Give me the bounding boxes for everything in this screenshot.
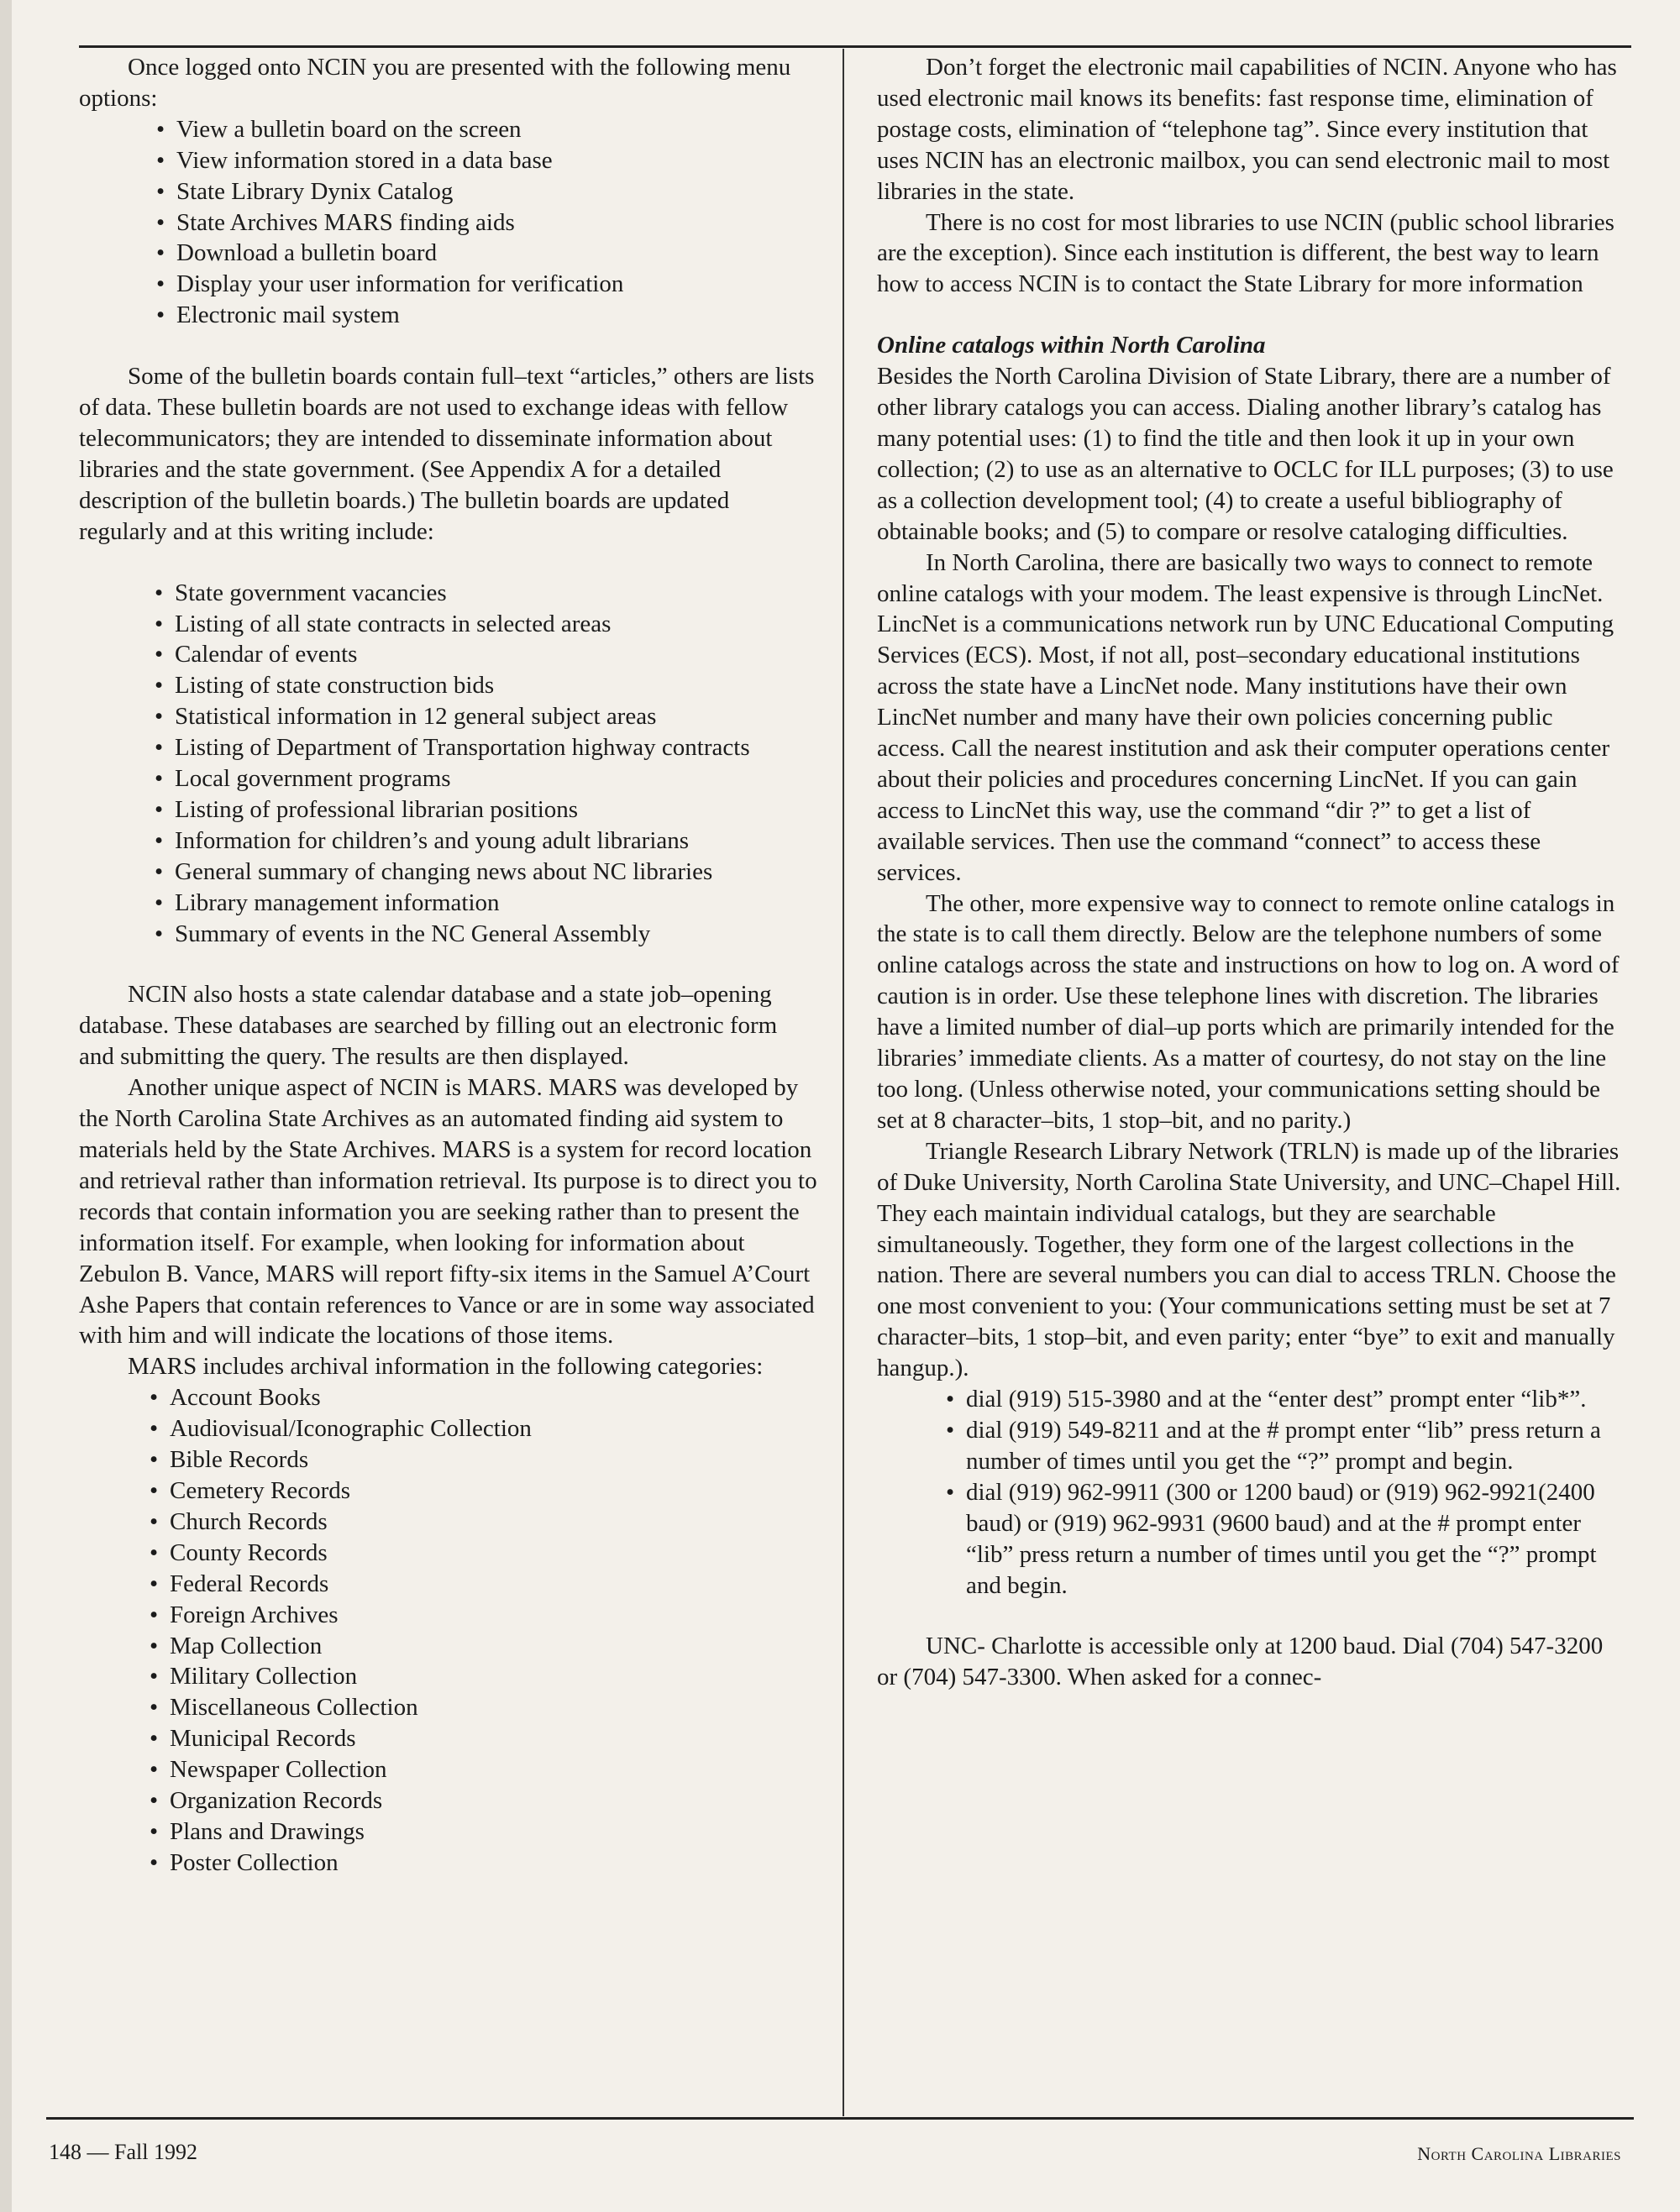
list-item: • Listing of state construction bids — [155, 670, 818, 701]
list-item: • Foreign Archives — [150, 1600, 818, 1631]
list-item: • Electronic mail system — [156, 300, 818, 331]
list-item: • View information stored in a data base — [156, 145, 818, 176]
list-item: • Local government programs — [155, 763, 818, 794]
list-item: • dial (919) 515-3980 and at the “enter dest” prompt enter “lib*”. — [946, 1384, 1625, 1415]
list-item: • Miscellaneous Collection — [150, 1692, 818, 1723]
list-item: • Display your user information for verification — [156, 269, 818, 300]
list-item: • Calendar of events — [155, 639, 818, 670]
mars-categories-list — [150, 1382, 818, 1879]
list-item: • Poster Collection — [150, 1848, 818, 1879]
calendar-paragraph: NCIN also hosts a state calendar database and a state job–opening database. These databases are searched by filling out an electronic form and submitting the query. The results are then displayed. — [79, 981, 778, 1071]
list-item: • Information for children’s and young adult librarians — [155, 826, 818, 857]
dial-instructions-list — [946, 1384, 1625, 1601]
list-item: • Download a bulletin board — [156, 238, 818, 269]
trln-paragraph: Triangle Research Library Network (TRLN) is made up of the libraries of Duke University, North Carolina State University, and UNC–Chapel Hill. They each maintain individual catalogs, but they are searchable simultaneously. Together, they form one of the largest collections in the nation. There are several numbers you can dial to access TRLN. Choose the one most convenient to you: (Your communications setting must be set at 7 character–bits, 1 stop–bit, and even parity; enter “bye” to exit and manually hangup.). — [877, 1137, 1621, 1382]
section-heading: Online catalogs within North Carolina — [877, 332, 1266, 359]
list-item: • Audiovisual/Iconographic Collection — [150, 1413, 818, 1444]
list-item: • dial (919) 549-8211 and at the # prompt enter “lib” press return a number of times until you get the “?” prompt and begin. — [946, 1415, 1625, 1477]
list-item: • State Archives MARS finding aids — [156, 207, 818, 238]
mars-categories-intro: MARS includes archival information in the following categories: — [128, 1353, 764, 1381]
list-item: • Organization Records — [150, 1785, 818, 1816]
email-paragraph: Don’t forget the electronic mail capabilities of NCIN. Anyone who has used electronic mail knows its benefits: fast response time, elimination of postage costs, elimination of “telephone tag”. Since every institution that uses NCIN has an electronic mailbox, you can send electronic mail to most libraries in the state. — [877, 54, 1617, 205]
list-item: • Listing of Department of Transportation highway contracts — [155, 732, 818, 763]
page-edge — [0, 0, 12, 2212]
menu-options-list — [156, 114, 818, 331]
journal-name-footer: North Carolina Libraries — [1417, 2143, 1621, 2164]
list-item: • Summary of events in the NC General Assembly — [155, 919, 818, 950]
list-item: • Map Collection — [150, 1631, 818, 1662]
list-item: • Listing of all state contracts in selected areas — [155, 609, 818, 640]
list-item: • Listing of professional librarian positions — [155, 794, 818, 826]
cost-paragraph: There is no cost for most libraries to use NCIN (public school libraries are the exception). Since each institution is different, the best way to learn how to access NCIN is to contact the State Library for more information — [877, 208, 1614, 298]
list-item: • Bible Records — [150, 1444, 818, 1476]
left-column — [79, 52, 818, 1879]
list-item: • State Library Dynix Catalog — [156, 176, 818, 207]
column-divider — [843, 49, 844, 2116]
list-item: • Newspaper Collection — [150, 1754, 818, 1785]
right-column — [877, 52, 1625, 1693]
list-item: • State government vacancies — [155, 578, 818, 609]
list-item: • Church Records — [150, 1507, 818, 1538]
bottom-rule — [46, 2117, 1634, 2120]
list-item: • Federal Records — [150, 1569, 818, 1600]
list-item: • Cemetery Records — [150, 1476, 818, 1507]
list-item: • General summary of changing news about NC libraries — [155, 857, 818, 888]
list-item: • Library management information — [155, 888, 818, 919]
list-item: • View a bulletin board on the screen — [156, 114, 818, 145]
intro-paragraph: Once logged onto NCIN you are presented with the following menu options: — [79, 54, 791, 112]
list-item: • Military Collection — [150, 1661, 818, 1692]
list-item: • dial (919) 962-9911 (300 or 1200 baud) or (919) 962-9921(2400 baud) or (919) 962-9931 (9600 baud) and at the # prompt enter “lib” press return a number of times until you get the “?” prompt and begin. — [946, 1477, 1625, 1601]
catalogs-paragraph: Besides the North Carolina Division of State Library, there are a number of other library catalogs you can access. Dialing another library’s catalog has many potential uses: (1) to find the title and then look it up in your own collection; (2) to use as an alternative to OCLC for ILL purposes; (3) to use as a collection development tool; (4) to create a useful bibliography of obtainable books; and (5) to compare or resolve cataloging difficulties. — [877, 363, 1614, 545]
list-item: • Statistical information in 12 general subject areas — [155, 701, 818, 732]
bulletin-paragraph: Some of the bulletin boards contain full–text “articles,” others are lists of data. These bulletin boards are not used to exchange ideas with fellow telecommunicators; they are intended to disseminate information about libraries and the state government. (See Appendix A for a detailed description of the bulletin boards.) The bulletin boards are updated regularly and at this writing include: — [79, 363, 815, 545]
bulletin-boards-list — [155, 578, 818, 950]
list-item: • County Records — [150, 1538, 818, 1569]
top-rule — [79, 45, 1631, 48]
page-number-footer: 148 — Fall 1992 — [49, 2140, 197, 2164]
charlotte-paragraph: UNC- Charlotte is accessible only at 1200 baud. Dial (704) 547-3200 or (704) 547-3300. When asked for a connec- — [877, 1633, 1604, 1691]
lincnet-paragraph: In North Carolina, there are basically two ways to connect to remote online catalogs with your modem. The least expensive is through LincNet. LincNet is a communications network run by UNC Educational Computing Services (ECS). Most, if not all, post–secondary educational institutions across the state have a LincNet node. Many institutions have their own LincNet number and many have their own policies concerning public access. Call the nearest institution and ask their computer operations center about their policies and procedures concerning LincNet. If you can gain access to LincNet this way, use the command “dir ?” to get a list of available services. Then use the command “connect” to access these services. — [877, 548, 1614, 886]
list-item: • Municipal Records — [150, 1723, 818, 1754]
mars-paragraph: Another unique aspect of NCIN is MARS. MARS was developed by the North Carolina State Archives as an automated finding aid system to materials held by the State Archives. MARS is a system for record location and retrieval rather than information retrieval. Its purpose is to direct you to records that contain information you are seeking rather than to present the information itself. For example, when looking for information about Zebulon B. Vance, MARS will report fifty-six items in the Samuel A’Court Ashe Papers that contain references to Vance or are in some way associated with him and will indicate the locations of those items. — [79, 1074, 817, 1350]
direct-dial-paragraph: The other, more expensive way to connect to remote online catalogs in the state is to call them directly. Below are the telephone numbers of some online catalogs across the state and instructions on how to log on. A word of caution is in order. Use these telephone lines with discretion. The libraries have a limited number of dial–up ports which are primarily intended for the libraries’ immediate clients. As a matter of courtesy, do not stay on the line too long. (Unless otherwise noted, your communications setting should be set at 8 character–bits, 1 stop–bit, and no parity.) — [877, 889, 1620, 1134]
list-item: • Plans and Drawings — [150, 1816, 818, 1848]
list-item: • Account Books — [150, 1382, 818, 1413]
